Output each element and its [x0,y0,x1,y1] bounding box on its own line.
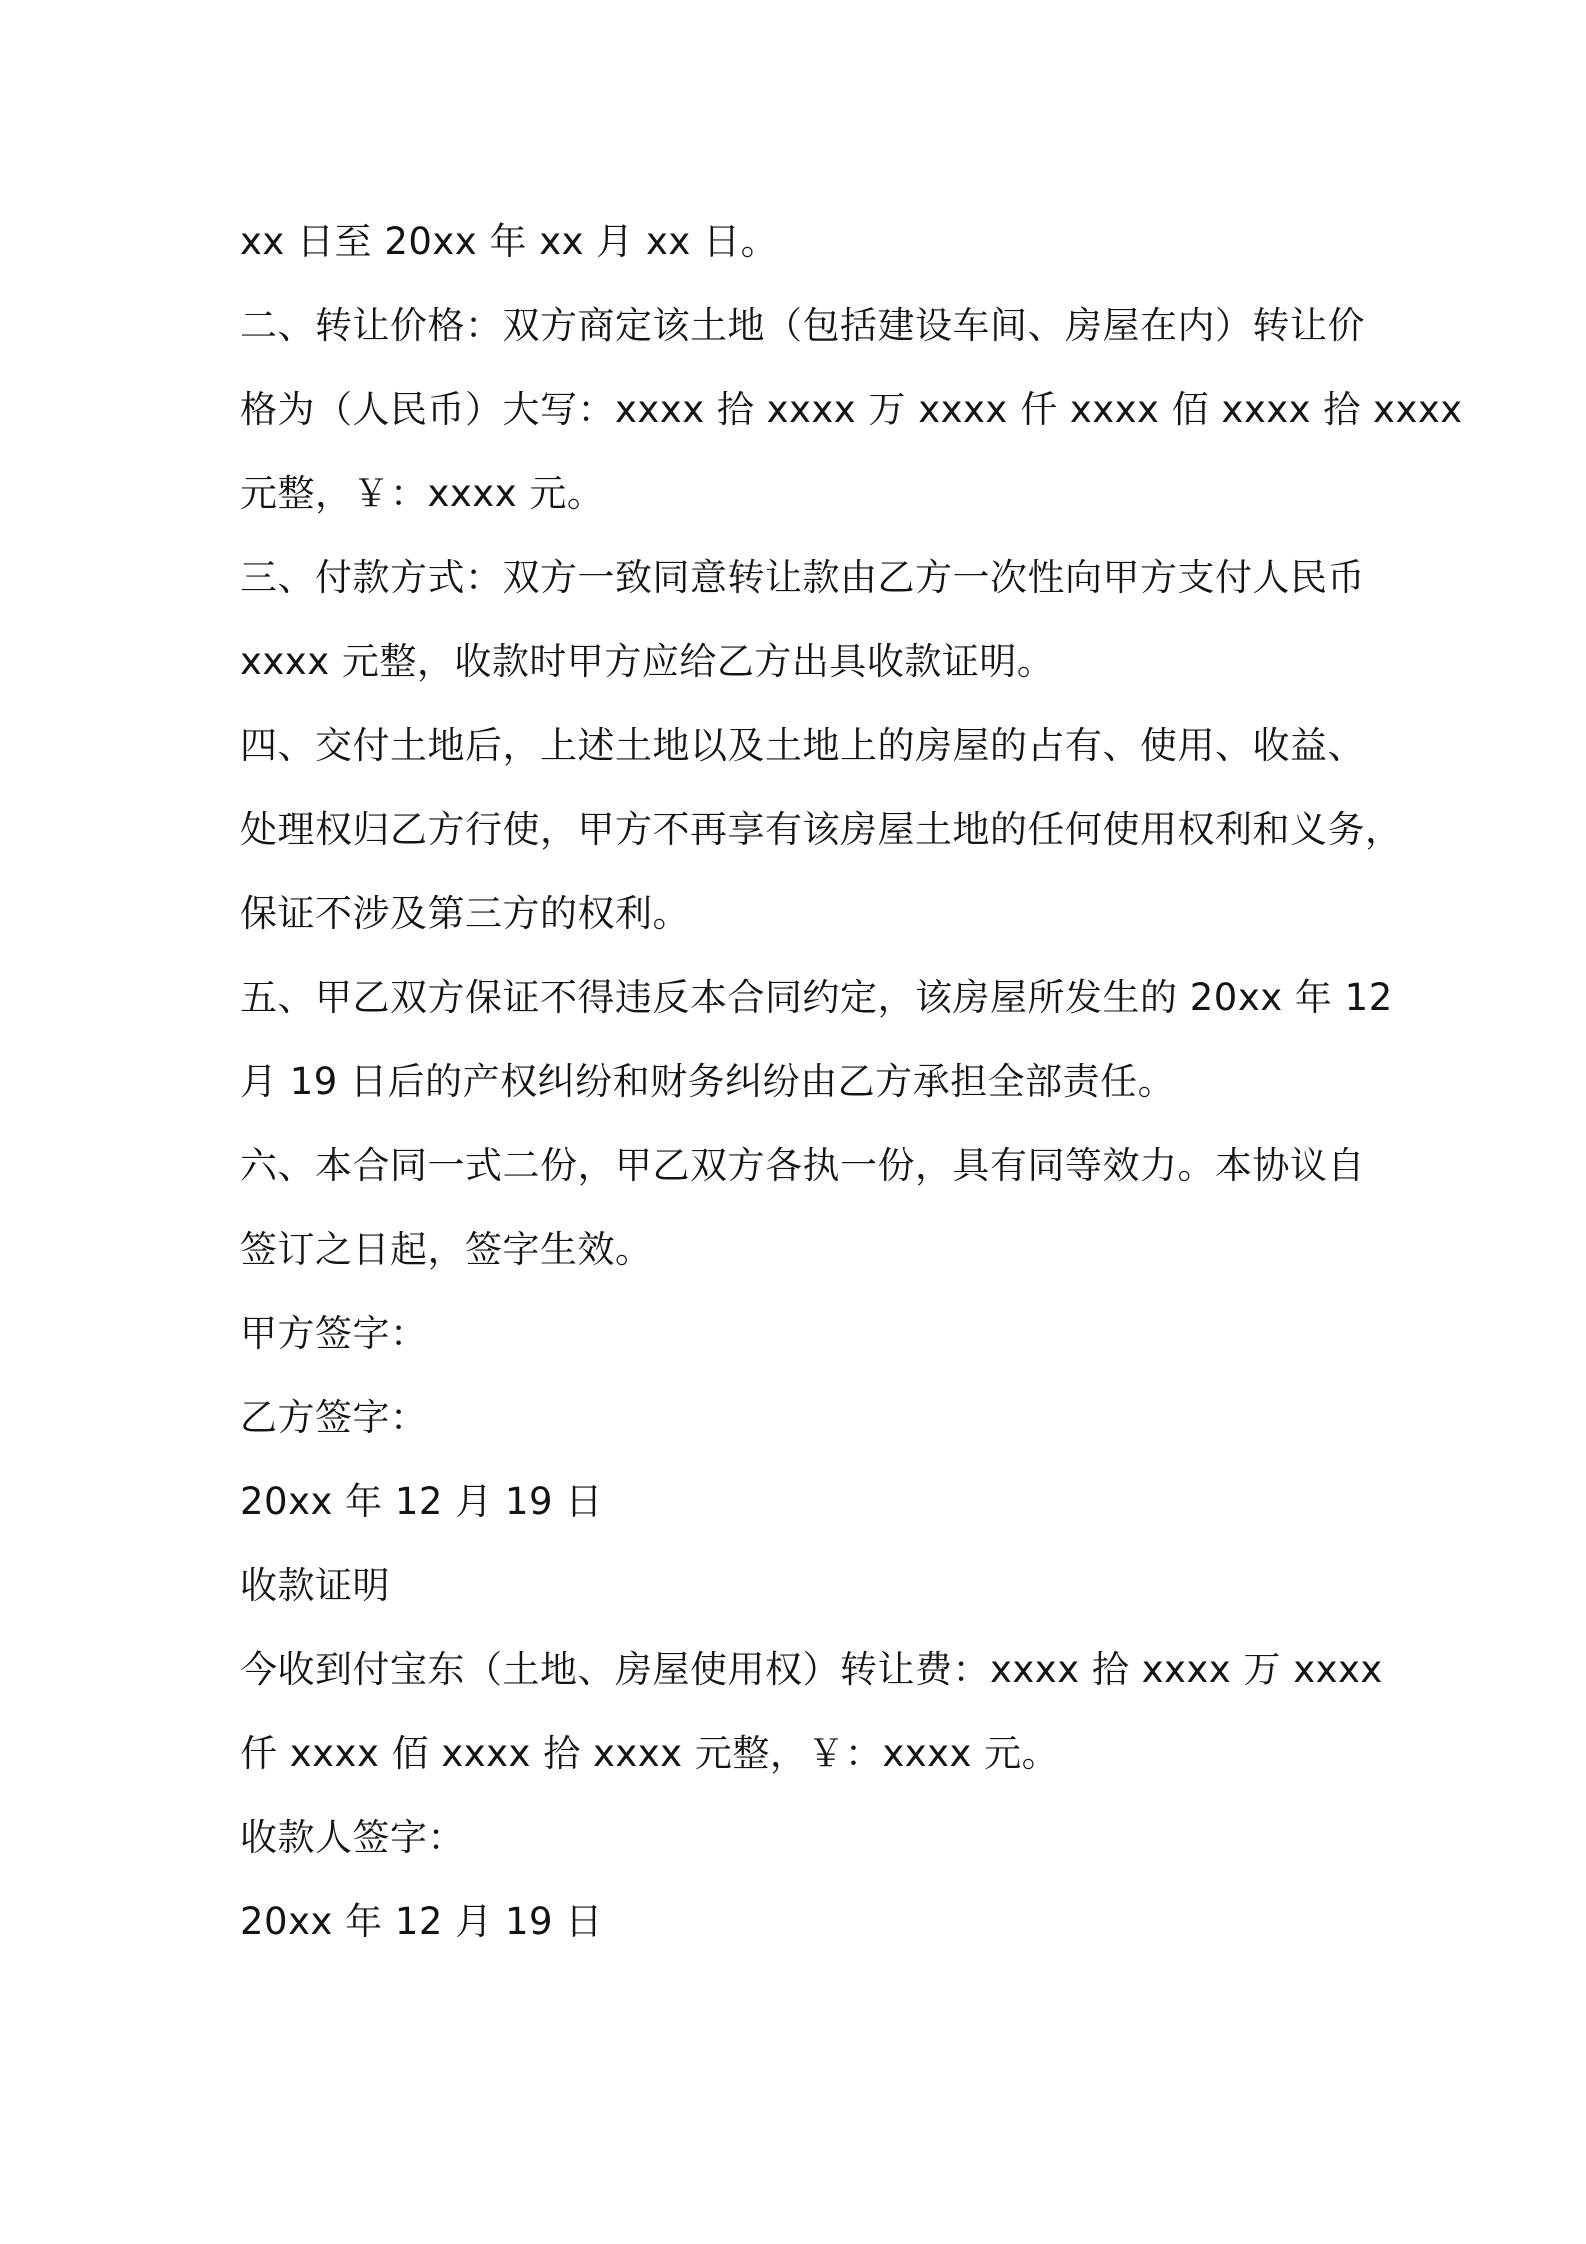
receipt-date: 20xx 年 12 月 19 日 [240,1900,603,1943]
text-line: 月 19 日后的产权纠纷和财务纠纷由乙方承担全部责任。 [240,1060,1176,1103]
text-line: xxxx 元整，收款时甲方应给乙方出具收款证明。 [240,640,1055,683]
contract-date: 20xx 年 12 月 19 日 [240,1480,603,1523]
text-line: 仟 xxxx 佰 xxxx 拾 xxxx 元整，￥：xxxx 元。 [240,1732,1060,1775]
text-line: 格为（人民币）大写：xxxx 拾 xxxx 万 xxxx 仟 xxxx 佰 xxxx 拾 xxxx [240,388,1463,431]
document-body [240,200,1463,1964]
text-line: 三、付款方式：双方一致同意转让款由乙方一次性向甲方支付人民币 [240,556,1365,599]
receipt-heading: 收款证明 [240,1564,390,1607]
party-b-signature-label: 乙方签字： [240,1396,428,1439]
text-line: 五、甲乙双方保证不得违反本合同约定，该房屋所发生的 20xx 年 12 [240,976,1393,1019]
payee-signature-label: 收款人签字： [240,1816,465,1859]
text-line: 保证不涉及第三方的权利。 [240,892,690,935]
text-line: 签订之日起，签字生效。 [240,1228,653,1271]
text-line: 六、本合同一式二份，甲乙双方各执一份，具有同等效力。本协议自 [240,1144,1365,1187]
text-line: 四、交付土地后，上述土地以及土地上的房屋的占有、使用、收益、 [240,724,1365,767]
text-line: 今收到付宝东（土地、房屋使用权）转让费：xxxx 拾 xxxx 万 xxxx [240,1648,1383,1691]
text-line: 二、转让价格：双方商定该土地（包括建设车间、房屋在内）转让价 [240,304,1365,347]
text-line: 处理权归乙方行使，甲方不再享有该房屋土地的任何使用权利和义务， [240,808,1403,851]
party-a-signature-label: 甲方签字： [240,1312,428,1355]
text-line: xx 日至 20xx 年 xx 月 xx 日。 [240,220,779,263]
text-line: 元整，￥：xxxx 元。 [240,472,605,515]
